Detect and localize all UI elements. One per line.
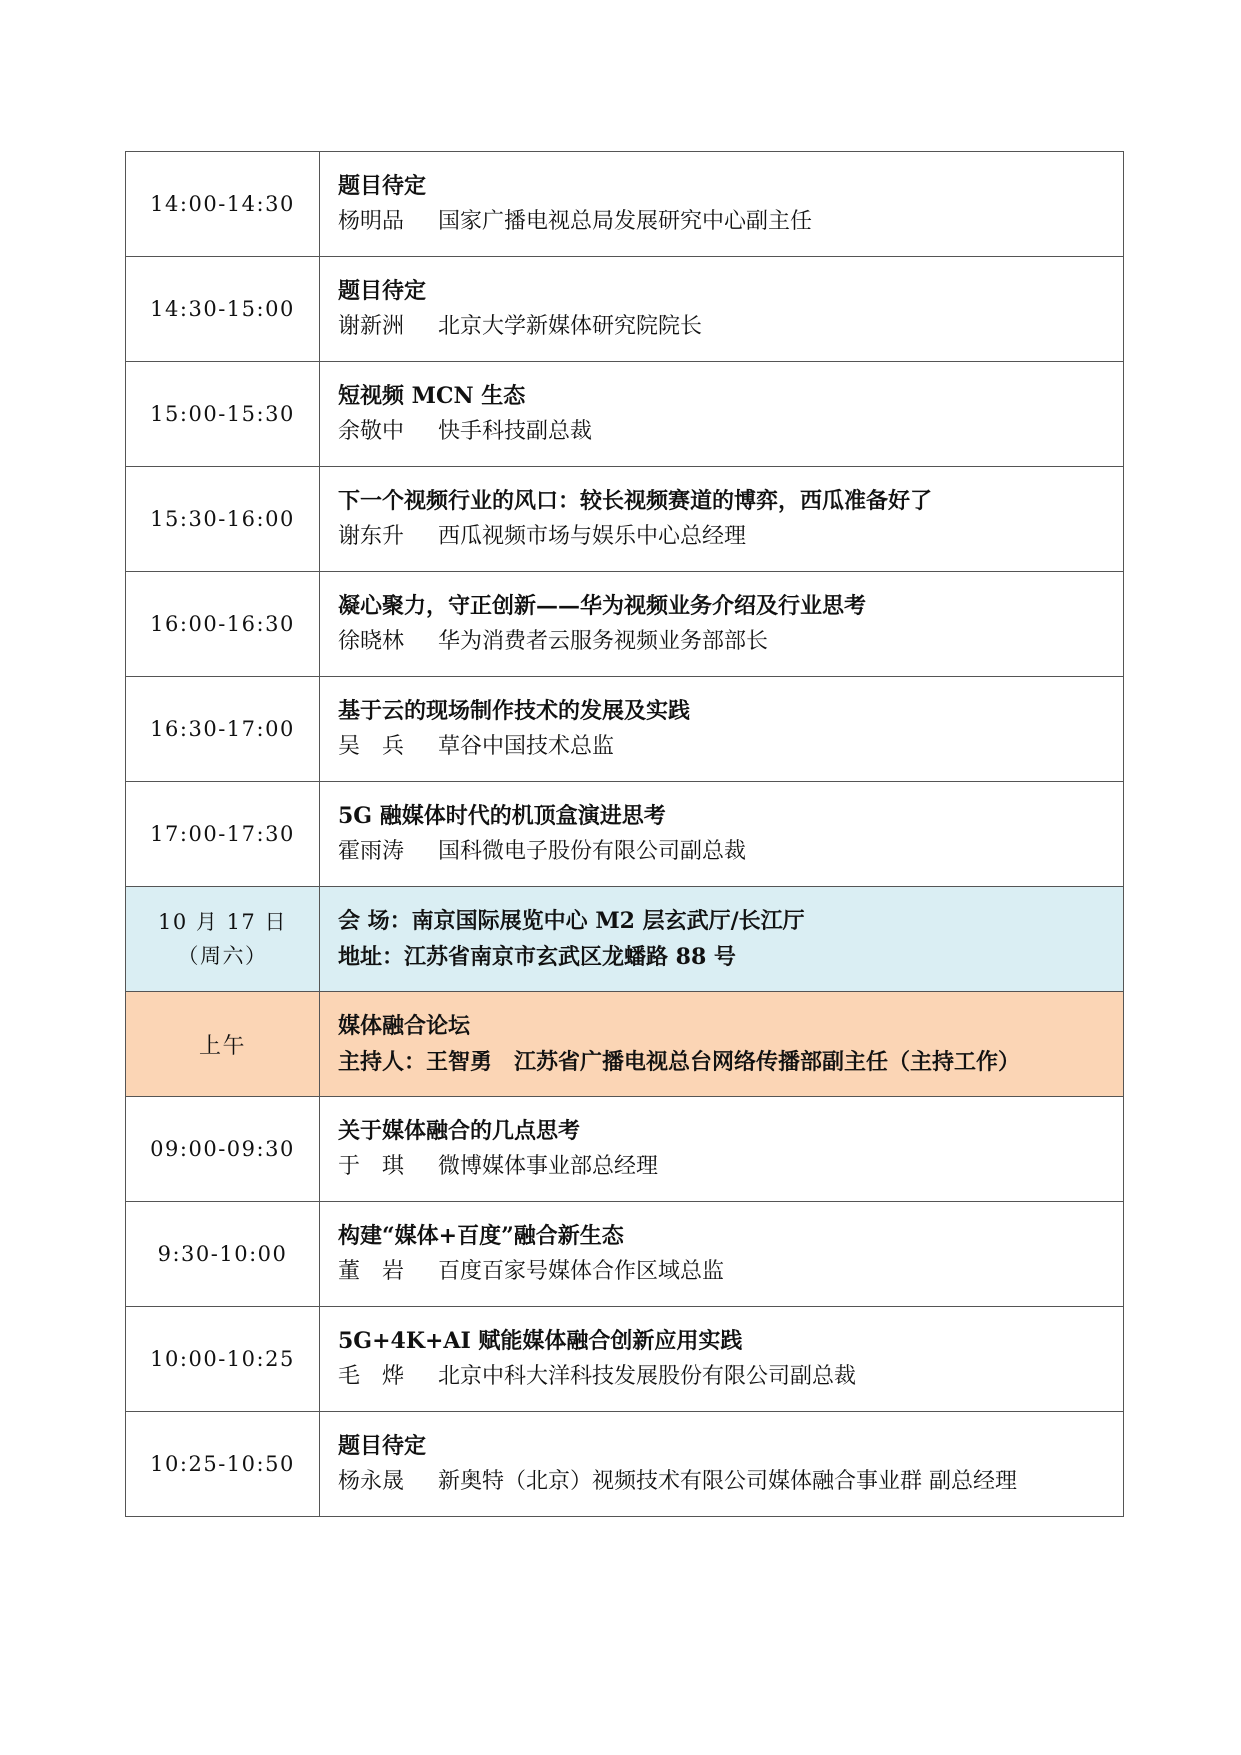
speaker-line bbox=[338, 1149, 1123, 1185]
speaker-line bbox=[338, 1464, 1123, 1500]
speaker-role: 国科微电子股份有限公司副总裁 bbox=[438, 839, 747, 864]
speaker-role: 草谷中国技术总监 bbox=[438, 734, 615, 759]
speaker-role: 北京大学新媒体研究院院长 bbox=[438, 314, 703, 339]
time-slot: 16:30-17:00 bbox=[126, 677, 320, 782]
session-period: 上午 bbox=[126, 992, 320, 1097]
talk-title: 5G+4K+AI 赋能媒体融合创新应用实践 bbox=[338, 1328, 743, 1354]
time-slot: 17:00-17:30 bbox=[126, 782, 320, 887]
table-row bbox=[126, 1307, 1124, 1412]
time-slot: 15:00-15:30 bbox=[126, 362, 320, 467]
speaker-role: 华为消费者云服务视频业务部部长 bbox=[438, 629, 769, 654]
talk-cell bbox=[320, 572, 1124, 677]
talk-cell bbox=[320, 152, 1124, 257]
speaker-line bbox=[338, 624, 1123, 660]
speaker-name: 霍雨涛 bbox=[338, 839, 405, 864]
speaker-line bbox=[338, 1359, 1123, 1395]
table-row bbox=[126, 152, 1124, 257]
talk-cell bbox=[320, 1202, 1124, 1307]
table-row bbox=[126, 1412, 1124, 1517]
speaker-role: 快手科技副总裁 bbox=[438, 419, 593, 444]
speaker-role: 国家广播电视总局发展研究中心副主任 bbox=[438, 209, 813, 234]
talk-title: 短视频 MCN 生态 bbox=[338, 383, 526, 409]
speaker-role: 北京中科大洋科技发展股份有限公司副总裁 bbox=[438, 1364, 857, 1389]
talk-cell bbox=[320, 257, 1124, 362]
table-row bbox=[126, 572, 1124, 677]
speaker-line bbox=[338, 729, 1123, 765]
speaker-name: 余敬中 bbox=[338, 419, 405, 444]
time-slot: 09:00-09:30 bbox=[126, 1097, 320, 1202]
speaker-role: 百度百家号媒体合作区域总监 bbox=[438, 1259, 725, 1284]
session-name: 媒体融合论坛 bbox=[338, 1013, 471, 1039]
session-host: 主持人：王智勇 江苏省广播电视总台网络传播部副主任（主持工作） bbox=[338, 1049, 1021, 1075]
talk-cell bbox=[320, 677, 1124, 782]
table-row bbox=[126, 782, 1124, 887]
speaker-name: 于 琪 bbox=[338, 1154, 405, 1179]
time-slot: 14:00-14:30 bbox=[126, 152, 320, 257]
table-row bbox=[126, 257, 1124, 362]
session-row bbox=[126, 992, 1124, 1097]
talk-cell bbox=[320, 1307, 1124, 1412]
talk-cell bbox=[320, 1097, 1124, 1202]
speaker-line bbox=[338, 204, 1123, 240]
session-info bbox=[320, 992, 1124, 1097]
talk-title: 基于云的现场制作技术的发展及实践 bbox=[338, 698, 691, 724]
talk-cell bbox=[320, 362, 1124, 467]
speaker-name: 杨明品 bbox=[338, 209, 405, 234]
speaker-name: 吴 兵 bbox=[338, 734, 405, 759]
speaker-name: 董 岩 bbox=[338, 1259, 405, 1284]
venue-row bbox=[126, 887, 1124, 992]
talk-title: 5G 融媒体时代的机顶盒演进思考 bbox=[338, 803, 666, 829]
time-slot: 9:30-10:00 bbox=[126, 1202, 320, 1307]
table-row bbox=[126, 362, 1124, 467]
talk-title: 关于媒体融合的几点思考 bbox=[338, 1118, 581, 1144]
speaker-line bbox=[338, 1254, 1123, 1290]
time-slot: 10:25-10:50 bbox=[126, 1412, 320, 1517]
talk-cell bbox=[320, 782, 1124, 887]
table-row bbox=[126, 467, 1124, 572]
speaker-role: 新奥特（北京）视频技术有限公司媒体融合事业群 副总经理 bbox=[438, 1469, 1017, 1494]
speaker-line bbox=[338, 309, 1123, 345]
venue-address: 地址：江苏省南京市玄武区龙蟠路 88 号 bbox=[338, 944, 736, 970]
talk-cell bbox=[320, 1412, 1124, 1517]
speaker-role: 西瓜视频市场与娱乐中心总经理 bbox=[438, 524, 747, 549]
talk-title: 凝心聚力，守正创新——华为视频业务介绍及行业思考 bbox=[338, 593, 867, 619]
talk-cell bbox=[320, 467, 1124, 572]
talk-title: 题目待定 bbox=[338, 278, 427, 304]
speaker-name: 徐晓林 bbox=[338, 629, 405, 654]
venue-place: 会 场：南京国际展览中心 M2 层玄武厅/长江厅 bbox=[338, 908, 805, 934]
speaker-role: 微博媒体事业部总经理 bbox=[438, 1154, 659, 1179]
table-row bbox=[126, 1097, 1124, 1202]
venue-date-line: 10 月 17 日 bbox=[158, 910, 287, 934]
table-row bbox=[126, 677, 1124, 782]
time-slot: 10:00-10:25 bbox=[126, 1307, 320, 1412]
speaker-name: 谢东升 bbox=[338, 524, 405, 549]
speaker-name: 谢新洲 bbox=[338, 314, 405, 339]
time-slot: 16:00-16:30 bbox=[126, 572, 320, 677]
time-slot: 15:30-16:00 bbox=[126, 467, 320, 572]
talk-title: 下一个视频行业的风口：较长视频赛道的博弈，西瓜准备好了 bbox=[338, 488, 933, 514]
speaker-name: 毛 烨 bbox=[338, 1364, 405, 1389]
speaker-line bbox=[338, 414, 1123, 450]
venue-date bbox=[126, 887, 320, 992]
talk-title: 题目待定 bbox=[338, 173, 427, 199]
speaker-line bbox=[338, 519, 1123, 555]
table-row bbox=[126, 1202, 1124, 1307]
speaker-line bbox=[338, 834, 1123, 870]
venue-weekday: （周六） bbox=[177, 944, 268, 968]
speaker-name: 杨永晟 bbox=[338, 1469, 405, 1494]
schedule-table bbox=[125, 151, 1124, 1517]
talk-title: 构建“媒体+百度”融合新生态 bbox=[338, 1223, 624, 1249]
venue-info bbox=[320, 887, 1124, 992]
time-slot: 14:30-15:00 bbox=[126, 257, 320, 362]
talk-title: 题目待定 bbox=[338, 1433, 427, 1459]
